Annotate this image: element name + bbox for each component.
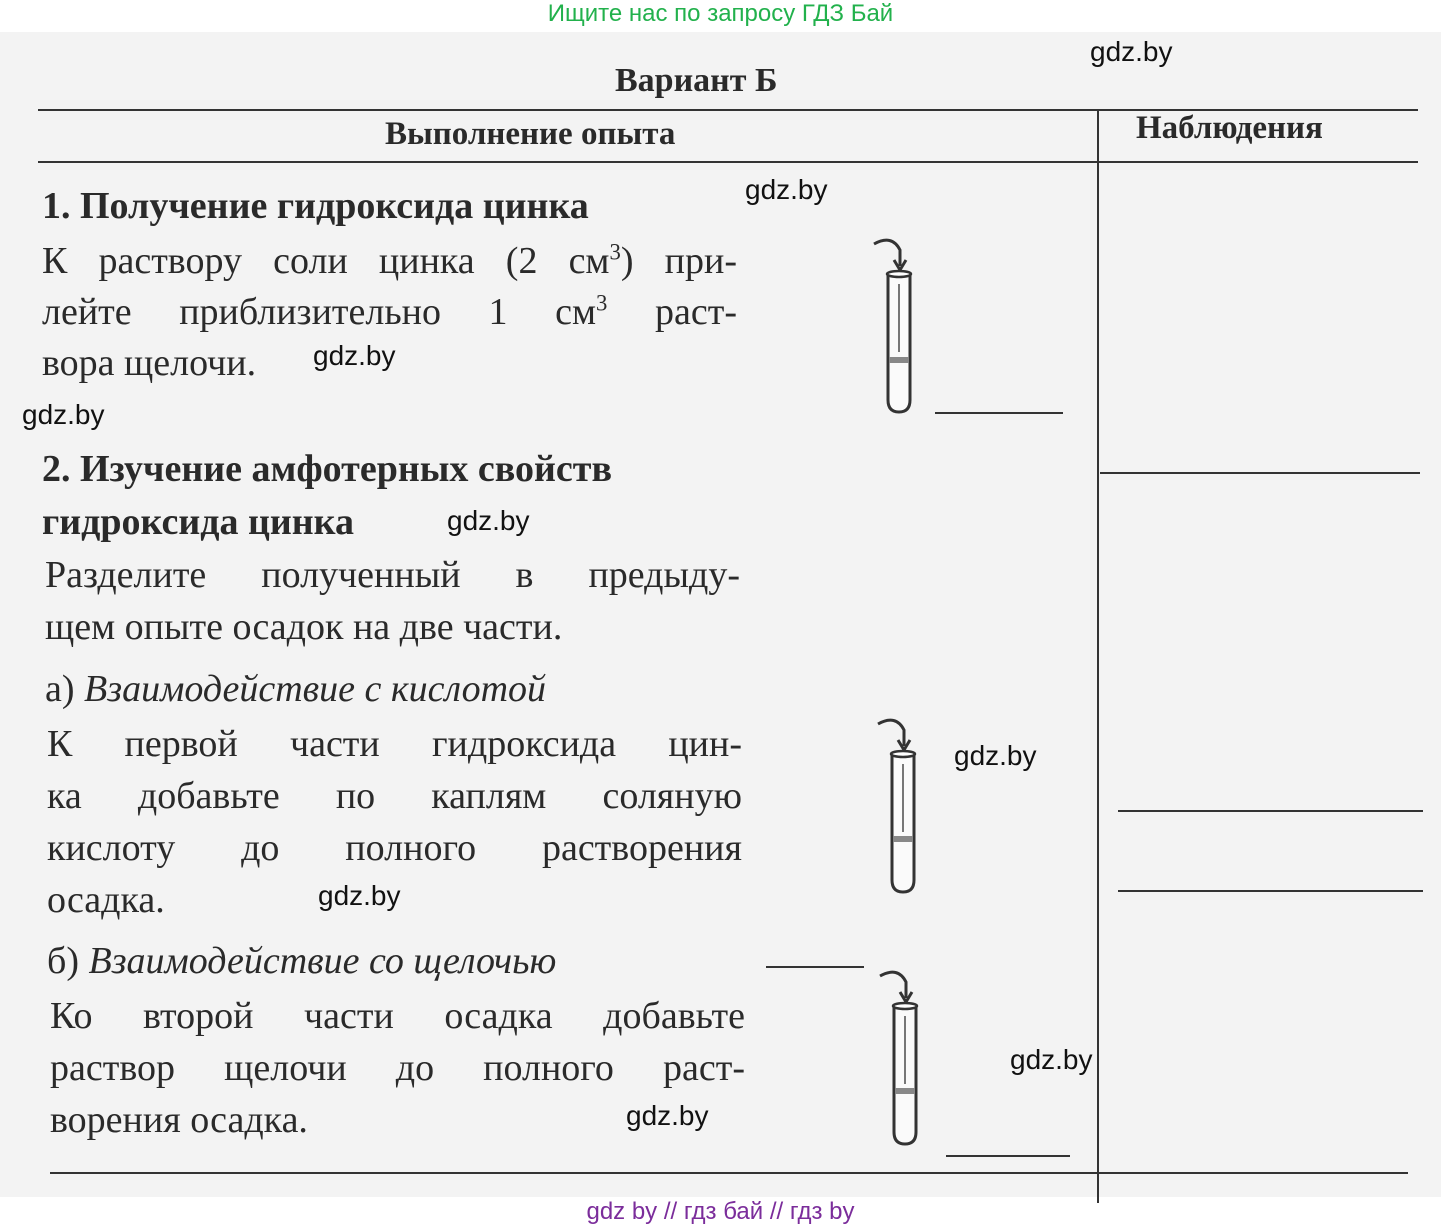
section2-intro-line1: Разделите полученный в предыду-	[45, 554, 740, 596]
watermark: gdz.by	[318, 880, 401, 911]
part-b-title: Взаимодействие со щелочью	[88, 940, 557, 982]
observation-answer-line[interactable]	[935, 412, 1063, 414]
part-a-title: Взаимодействие с кислотой	[84, 668, 547, 710]
observation-answer-line[interactable]	[1118, 810, 1423, 812]
superscript: 3	[596, 290, 608, 316]
section1-text-part: раст-	[607, 291, 738, 333]
part-b-line: Ко второй части осадка добавьте	[50, 995, 745, 1037]
section1-text-part: лейте приблизительно 1 см	[42, 291, 597, 333]
part-a-line: ка добавьте по каплям соляную	[47, 775, 742, 817]
part-b-heading	[47, 939, 556, 983]
workbook-page	[0, 32, 1441, 1197]
watermark: gdz.by	[1010, 1044, 1093, 1075]
section1-text-line3: вора щелочи.	[42, 342, 257, 384]
watermark: gdz.by	[447, 505, 530, 536]
table-bottom-rule	[50, 1172, 1408, 1174]
top-banner[interactable]: Ищите нас по запросу ГДЗ Бай	[547, 0, 894, 27]
section1-text-line1	[42, 239, 737, 283]
part-a-heading	[45, 667, 546, 711]
observation-answer-line[interactable]	[766, 966, 864, 968]
section1-text-part: К раствору соли цинка (2 см	[42, 240, 610, 282]
bottom-banner[interactable]: gdz by // гдз бай // гдз by	[586, 1198, 855, 1225]
variant-title: Вариант Б	[615, 62, 778, 99]
part-b-line: ворения осадка.	[50, 1099, 308, 1141]
part-a-line: К первой части гидроксида цин-	[47, 723, 742, 765]
column-header-observations: Наблюдения	[1136, 110, 1323, 146]
observation-answer-line[interactable]	[946, 1155, 1070, 1157]
test-tube-icon	[866, 232, 926, 417]
column-divider	[1097, 111, 1099, 1203]
part-b-line: раствор щелочи до полного раст-	[50, 1047, 745, 1089]
watermark: gdz.by	[1090, 36, 1173, 67]
section2-intro-line2: щем опыте осадок на две части.	[45, 606, 563, 648]
section1-text-line2	[42, 290, 737, 334]
part-b-marker: б)	[47, 940, 79, 982]
watermark: gdz.by	[745, 174, 828, 205]
superscript: 3	[609, 239, 621, 265]
table-header-rule	[38, 161, 1418, 163]
watermark: gdz.by	[954, 740, 1037, 771]
section2-title-line2: гидроксида цинка	[42, 501, 354, 543]
observation-answer-line[interactable]	[1100, 472, 1420, 474]
part-a-marker: а)	[45, 668, 75, 710]
column-header-procedure: Выполнение опыта	[385, 116, 676, 152]
section1-text-part: ) при-	[620, 240, 737, 282]
watermark: gdz.by	[22, 399, 105, 430]
section1-title: 1. Получение гидроксида цинка	[42, 185, 589, 227]
test-tube-icon	[870, 712, 930, 897]
watermark: gdz.by	[626, 1100, 709, 1131]
observation-answer-line[interactable]	[1118, 890, 1423, 892]
watermark: gdz.by	[313, 340, 396, 371]
part-a-line: кислоту до полного растворения	[47, 827, 742, 869]
section2-title-line1: 2. Изучение амфотерных свойств	[42, 448, 612, 490]
test-tube-icon	[872, 964, 932, 1149]
part-a-line: осадка.	[47, 879, 165, 921]
